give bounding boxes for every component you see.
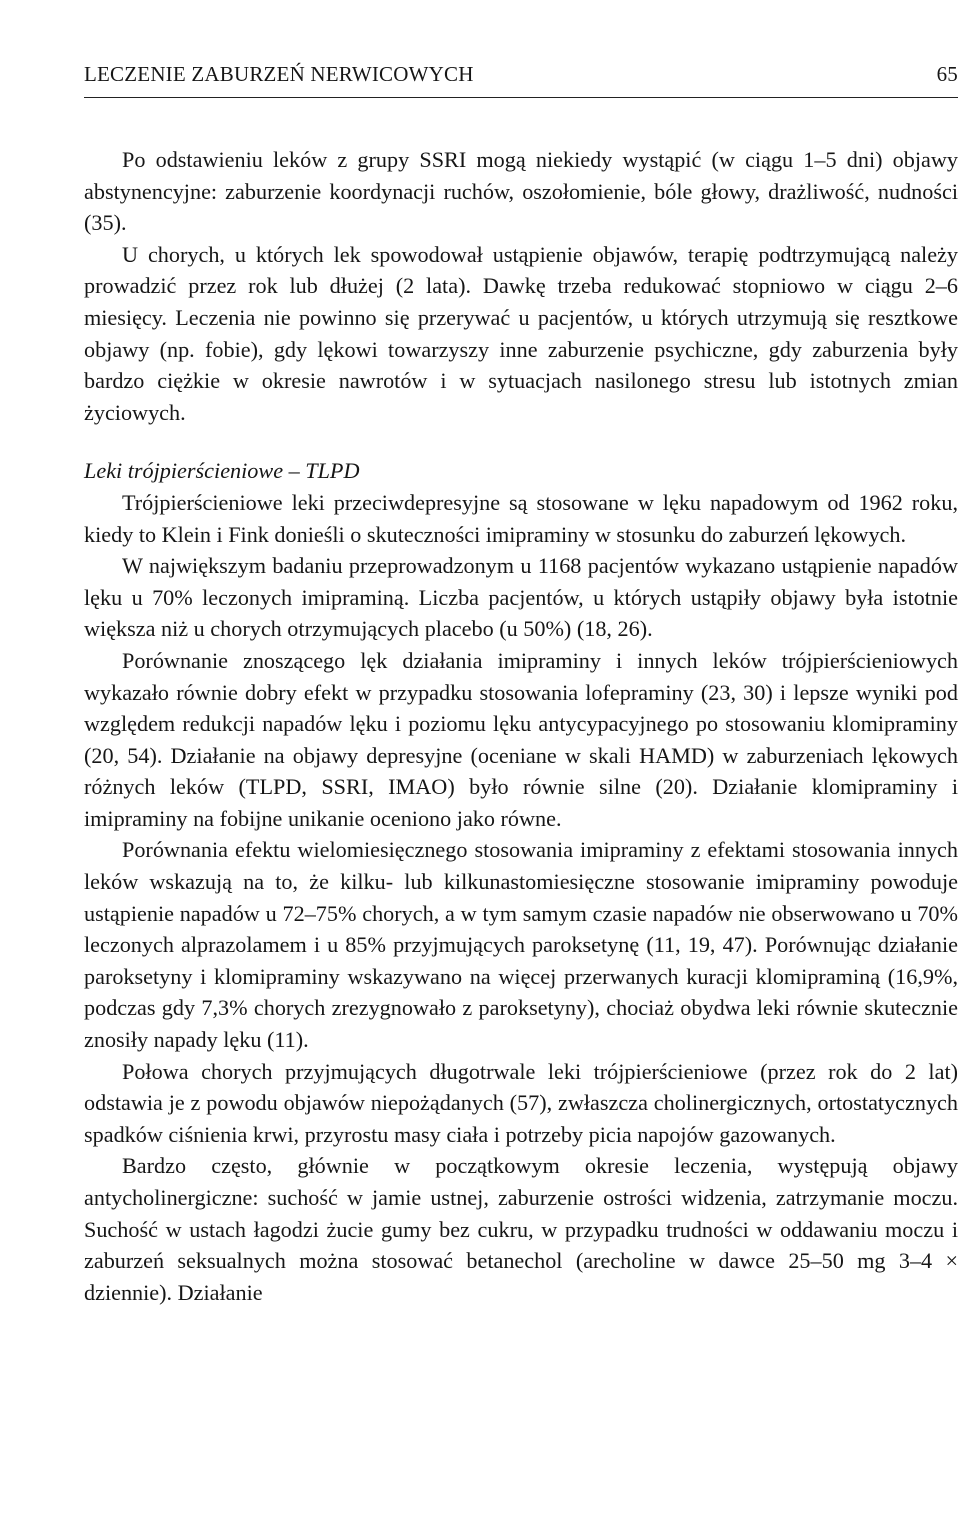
- paragraph: Trójpierścieniowe leki przeciwdepresyjne są stosowane w lęku napadowym od 1962 roku, kiedy to Klein i Fink donieśli o skuteczności imipraminy w stosunku do zaburzeń lękowych.: [84, 489, 958, 547]
- paragraph: Połowa chorych przyjmujących długotrwale leki trójpierścieniowe (przez rok do 2 lat) odstawia je z powodu objawów niepożądanych (57), zwłaszcza cholinergicznych, ortostatycznych spadków ciśnienia krwi, przyrostu masy ciała i potrzeby picia napojów gazowanych.: [84, 1058, 958, 1147]
- running-title: LECZENIE ZABURZEŃ NERWICOWYCH: [84, 62, 474, 86]
- body-text: [84, 144, 958, 1308]
- paragraph: Po odstawieniu leków z grupy SSRI mogą niekiedy wystąpić (w ciągu 1–5 dni) objawy abstynencyjne: zaburzenie koordynacji ruchów, oszołomienie, bóle głowy, drażliwość, nudności (35).: [84, 147, 958, 236]
- paragraph: Porównania efektu wielomiesięcznego stosowania imipraminy z efektami stosowania innych leków wskazują na to, że kilku- lub kilkunastomiesięczne stosowanie imipraminy powoduje ustąpienie napadów u 72–75% chorych, a w tym samym czasie napadów nie obserwowano u 70% leczonych alprazolamem i u 85% przyjmujących paroksetynę (11, 19, 47). Porównując działanie paroksetyny i klomipraminy wskazywano na więcej przerwanych kuracji klomipraminą (16,9%, podczas gdy 7,3% chorych zrezygnowało z paroksetyny), chociaż obydwa leki równie skutecznie znosiły napady lęku (11).: [84, 837, 958, 1053]
- running-header: [84, 62, 958, 92]
- paragraph: Bardzo często, głównie w początkowym okresie leczenia, występują objawy antycholinergiczne: suchość w jamie ustnej, zaburzenie ostrości widzenia, zatrzymanie moczu. Suchość w ustach łagodzi żucie gumy bez cukru, w przypadku trudności w oddawaniu moczu i zaburzeń seksualnych można stosować betanechol (arecholine w dawce 25–50 mg 3–4 × dziennie). Działanie: [84, 1153, 958, 1305]
- section-heading: Leki trójpierścieniowe – TLPD: [84, 458, 360, 484]
- page-number: 65: [936, 62, 958, 86]
- paragraph: Porównanie znoszącego lęk działania imipraminy i innych leków trójpierścieniowych wykazało równie dobry efekt w przypadku stosowania lofepraminy (23, 30) i lepsze wyniki pod względem redukcji napadów lęku i poziomu lęku antycypacyjnego po stosowaniu klomipraminy (20, 54). Działanie na objawy depresyjne (oceniane w skali HAMD) w zaburzeniach lękowych różnych leków (TLPD, SSRI, IMAO) było równie silne (20). Działanie klomipraminy i imipraminy na fobijne unikanie oceniono jako równe.: [84, 647, 958, 831]
- paragraph: U chorych, u których lek spowodował ustąpienie objawów, terapię podtrzymującą należy prowadzić przez rok lub dłużej (2 lata). Dawkę trzeba redukować stopniowo w ciągu 2–6 miesięcy. Leczenia nie powinno się przerywać u pacjentów, u których utrzymują się resztkowe objawy (np. fobie), gdy lękowi towarzyszy inne zaburzenie psychiczne, gdy zaburzenia były bardzo ciężkie w okresie nawrotów i w sytuacjach nasilonego stresu lub istotnych zmian życiowych.: [84, 241, 958, 425]
- paragraph: W największym badaniu przeprowadzonym u 1168 pacjentów wykazano ustąpienie napadów lęku u 70% leczonych imipraminą. Liczba pacjentów, u których ustąpiły objawy była istotnie większa niż u chorych otrzymujących placebo (u 50%) (18, 26).: [84, 553, 958, 642]
- header-rule: [84, 97, 958, 98]
- book-page: [84, 62, 958, 1308]
